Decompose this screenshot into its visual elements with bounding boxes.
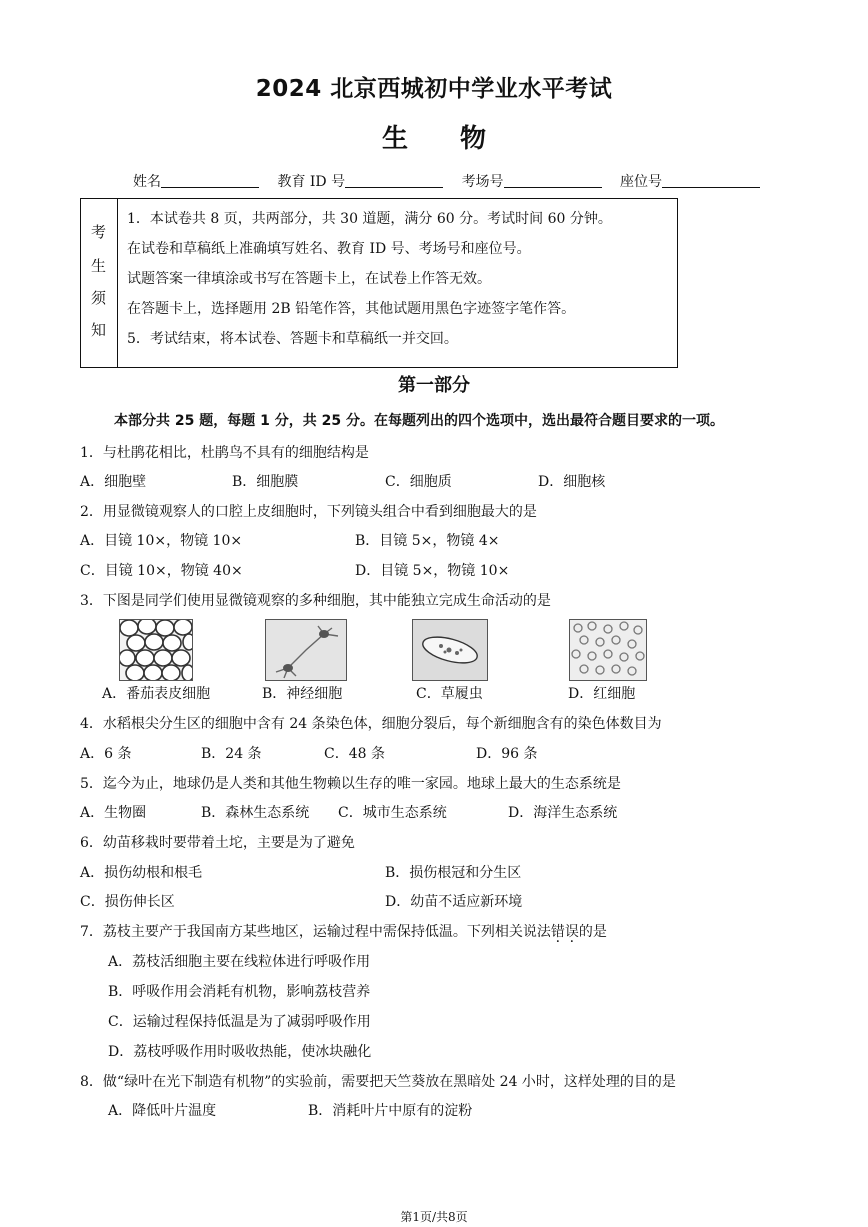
emphasis-char: 错 (550, 924, 565, 940)
id-blank (345, 173, 443, 188)
option-b: B．目镜 5×，物镜 4× (355, 533, 500, 549)
option-b: B．神经细胞 (262, 686, 343, 702)
seat-blank (662, 173, 760, 188)
question-stem: 8．做“绿叶在光下制造有机物”的实验前，需要把天竺葵放在黑暗处 24 小时，这样处理的目的是 (80, 1074, 676, 1090)
option-a: A．荔枝活细胞主要在线粒体进行呼吸作用 (108, 954, 371, 970)
option-b: B．24 条 (201, 746, 262, 762)
option-d: D．红细胞 (568, 686, 636, 702)
option-b: B．消耗叶片中原有的淀粉 (308, 1103, 473, 1119)
subject-title: 生物 (382, 124, 539, 154)
option-d: D．细胞核 (538, 474, 606, 490)
option-a: A．生物圈 (80, 805, 147, 821)
option-b: B．损伤根冠和分生区 (385, 865, 522, 881)
seat-label: 座位号 (620, 174, 663, 190)
option-c: C．城市生态系统 (338, 805, 447, 821)
option-d: D．目镜 5×，物镜 10× (355, 563, 510, 579)
question-stem-text: 7．荔枝主要产于我国南方某些地区，运输过程中需保持低温。下列相关说法 (80, 924, 551, 940)
question-stem: 4．水稻根尖分生区的细胞中含有 24 条染色体，细胞分裂后，每个新细胞含有的染色体数目为 (80, 716, 662, 732)
tomato-cell-drawing (120, 620, 192, 680)
tomato-cell-image (119, 619, 193, 681)
notice-label-char: 须 (91, 289, 107, 307)
nerve-cell-drawing (266, 620, 346, 680)
option-c: C．48 条 (324, 746, 385, 762)
option-a: A．损伤幼根和根毛 (80, 865, 203, 881)
nerve-cell-image (265, 619, 347, 681)
option-d: D．海洋生态系统 (508, 805, 618, 821)
option-a: A．番茄表皮细胞 (102, 686, 211, 702)
question-stem: 1．与杜鹃花相比，杜鹃鸟不具有的细胞结构是 (80, 445, 369, 461)
notice-line: 5．考试结束，将本试卷、答题卡和草稿纸一并交回。 (127, 331, 458, 347)
option-d: D．幼苗不适应新环境 (385, 894, 523, 910)
name-blank (161, 173, 259, 188)
notice-label-char: 知 (91, 321, 107, 339)
notice-label (81, 199, 118, 367)
red-blood-cell-image (569, 619, 647, 681)
emphasis-char: 误 (564, 924, 579, 940)
question-stem: 5．迄今为止，地球仍是人类和其他生物赖以生存的唯一家园。地球上最大的生态系统是 (80, 776, 621, 792)
red-blood-cell-drawing (570, 620, 646, 680)
exam-title: 2024 北京西城初中学业水平考试 (255, 76, 613, 102)
option-c: C．损伤伸长区 (80, 894, 175, 910)
notice-box (80, 198, 678, 368)
option-b: B．细胞膜 (232, 474, 299, 490)
option-d: D．96 条 (476, 746, 538, 762)
option-a: A．细胞壁 (80, 474, 147, 490)
notice-line: 试题答案一律填涂或书写在答题卡上，在试卷上作答无效。 (127, 271, 491, 287)
room-label: 考场号 (461, 174, 504, 190)
paramecium-image (412, 619, 488, 681)
paramecium-drawing (413, 620, 487, 680)
id-label: 教育 ID 号 (277, 174, 346, 190)
option-a: A．目镜 10×，物镜 10× (80, 533, 243, 549)
notice-label-char: 考 (91, 223, 107, 241)
part-title: 第一部分 (398, 375, 470, 396)
notice-line: 1．本试卷共 8 页，共两部分，共 30 道题，满分 60 分。考试时间 60 分钟。 (127, 211, 612, 227)
room-blank (504, 173, 602, 188)
option-a: A．6 条 (80, 746, 132, 762)
option-c: C．目镜 10×，物镜 40× (80, 563, 243, 579)
option-c: C．细胞质 (385, 474, 452, 490)
option-b: B．呼吸作用会消耗有机物，影响荔枝营养 (108, 984, 371, 1000)
question-stem: 6．幼苗移栽时要带着土坨，主要是为了避免 (80, 835, 355, 851)
part-description: 本部分共 25 题，每题 1 分，共 25 分。在每题列出的四个选项中，选出最符合题目要求的一项。 (114, 413, 724, 429)
option-a: A．降低叶片温度 (108, 1103, 217, 1119)
question-stem (80, 921, 607, 941)
option-c: C．运输过程保持低温是为了减弱呼吸作用 (108, 1014, 371, 1030)
option-c: C．草履虫 (416, 686, 483, 702)
option-d: D．荔枝呼吸作用时吸收热能，使冰块融化 (108, 1044, 372, 1060)
question-stem-text: 的是 (578, 924, 607, 940)
notice-line: 在试卷和草稿纸上准确填写姓名、教育 ID 号、考场号和座位号。 (127, 241, 531, 257)
name-label: 姓名 (133, 174, 161, 190)
page-number: 第1页/共8页 (400, 1210, 468, 1224)
student-info-row (133, 171, 760, 191)
option-b: B．森林生态系统 (201, 805, 310, 821)
question-stem: 2．用显微镜观察人的口腔上皮细胞时，下列镜头组合中看到细胞最大的是 (80, 504, 537, 520)
question-stem: 3．下图是同学们使用显微镜观察的多种细胞，其中能独立完成生命活动的是 (80, 593, 551, 609)
notice-line: 在答题卡上，选择题用 2B 铅笔作答，其他试题用黑色字迹签字笔作答。 (127, 301, 576, 317)
notice-label-char: 生 (91, 257, 107, 275)
